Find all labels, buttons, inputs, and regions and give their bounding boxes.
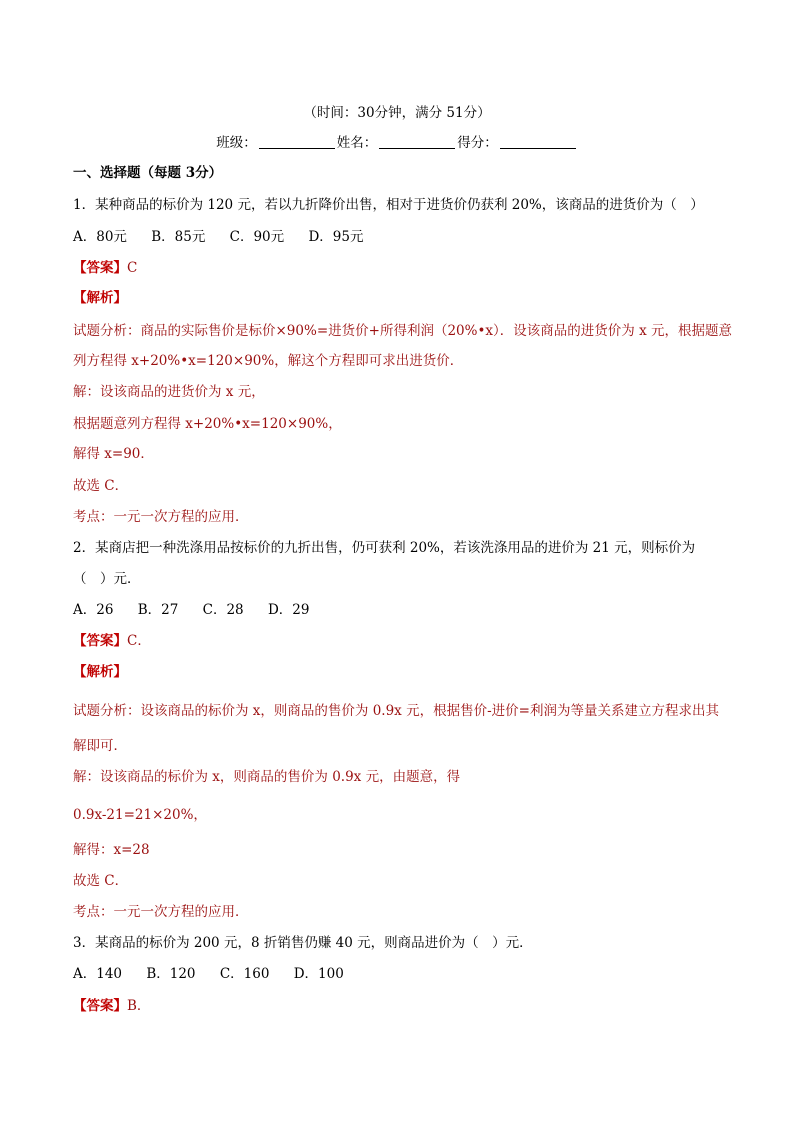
student-info-line [0, 133, 794, 153]
q1-answer-tag: 【答案】 [73, 260, 127, 276]
q3-options [73, 964, 364, 984]
q2-option-b: B．27 [137, 602, 179, 618]
q2-point: 考点：一元一次方程的应用． [73, 904, 249, 920]
q2-question-line1: 2．某商店把一种洗涤用品按标价的九折出售，仍可获利 20%，若该洗涤用品的进价为 21 元，则标价为 [73, 540, 696, 556]
q2-analysis-tag: 【解析】 [73, 664, 127, 680]
q1-solve2: 根据题意列方程得 x+20%•x=120×90%， [73, 416, 342, 432]
q1-solve1: 解：设该商品的进货价为 x 元， [73, 384, 265, 400]
q3-option-c: C．160 [219, 966, 270, 982]
q1-answer-value: C [127, 260, 138, 276]
q2-solve-value: x=28 [113, 842, 150, 858]
q2-answer-tag: 【答案】 [73, 633, 127, 649]
q1-choose: 故选 C． [73, 478, 129, 494]
q1-solve3: 解得 x=90． [73, 446, 154, 462]
score-label: 得分： [457, 135, 498, 151]
q1-answer [73, 258, 137, 278]
q2-solve [73, 840, 150, 860]
q2-option-c: C．28 [202, 602, 244, 618]
q2-option-a: A．26 [73, 602, 114, 618]
q3-option-b: B．120 [146, 966, 196, 982]
q1-analysis-tag: 【解析】 [73, 290, 127, 306]
q1-analysis-line1: 试题分析：商品的实际售价是标价×90%=进货价+所得利润（20%•x）．设该商品的进货价为 x 元，根据题意 [73, 323, 732, 339]
class-label: 班级： [216, 135, 257, 151]
q2-solve-label: 解得： [73, 842, 114, 858]
q1-option-a: A．80元 [73, 229, 127, 245]
q1-point: 考点：一元一次方程的应用． [73, 509, 249, 525]
q2-answer [73, 631, 151, 651]
q2-question-line2: （ ）元． [73, 571, 141, 587]
q1-option-d: D．95元 [308, 229, 364, 245]
q2-answer-value: C． [127, 633, 151, 649]
q2-analysis-line2: 解即可． [73, 738, 127, 754]
q1-options [73, 227, 383, 247]
q3-question: 3．某商品的标价为 200 元，8 折销售仍赚 40 元，则商品进价为（ ）元． [73, 935, 533, 951]
q3-option-d: D．100 [293, 966, 344, 982]
class-blank[interactable] [259, 134, 335, 149]
name-label: 姓名： [336, 135, 378, 151]
q3-option-a: A．140 [73, 966, 123, 982]
q2-options [73, 600, 329, 620]
section-title: 一、选择题（每题 3分） [73, 165, 223, 181]
q3-answer [73, 996, 150, 1016]
q3-answer-tag: 【答案】 [73, 998, 127, 1014]
time-info: （时间：30分钟，满分 51分） [303, 105, 491, 121]
name-blank[interactable] [379, 134, 455, 149]
q2-analysis-line1: 试题分析：设该商品的标价为 x，则商品的售价为 0.9x 元，根据售价-进价=利润为等量关系建立方程求出其 [73, 703, 719, 719]
q1-option-c: C．90元 [229, 229, 285, 245]
q2-solve1: 解：设该商品的标价为 x，则商品的售价为 0.9x 元，由题意，得 [73, 769, 461, 785]
q1-question: 1．某种商品的标价为 120 元，若以九折降价出售，相对于进货价仍获利 20%，该商品的进货价为（ ） [73, 197, 704, 213]
q1-analysis-line2: 列方程得 x+20%•x=120×90%，解这个方程即可求出进货价． [73, 353, 464, 369]
q1-option-b: B．85元 [151, 229, 206, 245]
q2-equation: 0.9x-21=21×20%， [73, 807, 207, 823]
score-blank[interactable] [500, 134, 576, 149]
q3-answer-value: B． [127, 998, 151, 1014]
q2-choose: 故选 C． [73, 873, 129, 889]
q2-option-d: D．29 [267, 602, 310, 618]
